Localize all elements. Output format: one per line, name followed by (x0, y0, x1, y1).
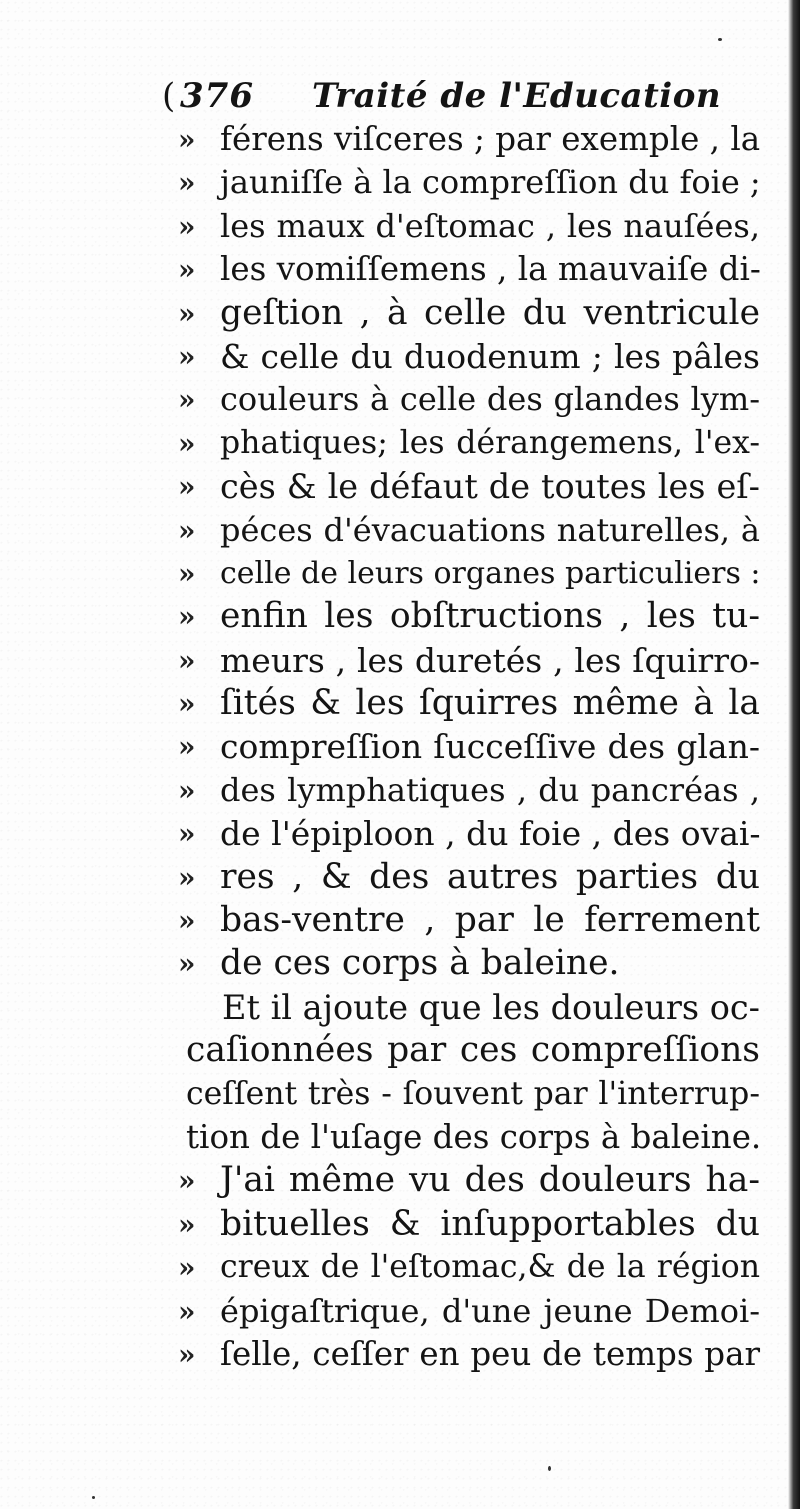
text-line (178, 1073, 760, 1116)
line-text: Et il ajoute que les douleurs oc- (222, 987, 760, 1027)
text-line (178, 769, 760, 812)
text-line (178, 986, 760, 1029)
ink-speck (92, 1496, 95, 1499)
quotation-mark: » (178, 947, 193, 981)
quotation-mark: » (178, 1207, 193, 1241)
line-text: J'ai même vu des douleurs ha- (220, 1160, 760, 1201)
quotation-mark: » (178, 296, 193, 330)
line-text: les maux d'eſtomac , les nauſées, (220, 206, 760, 245)
line-text: épigaſtrique, d'une jeune Demoi- (220, 1291, 760, 1330)
line-text: res , & des autres parties du (220, 856, 760, 897)
text-line (178, 292, 760, 335)
line-text: compreſſion ſucceſſive des glan- (220, 727, 760, 767)
text-line (178, 205, 760, 248)
text-line (178, 1246, 760, 1289)
line-text: bituelles & inſupportables du (220, 1203, 760, 1244)
text-line (178, 509, 760, 552)
ink-speck (718, 38, 722, 41)
text-line (178, 335, 760, 378)
quotation-mark: » (178, 904, 193, 938)
page-header (162, 70, 762, 122)
text-line (178, 1116, 760, 1159)
quotation-mark: » (178, 1337, 193, 1371)
line-text: péces d'évacuations naturelles, à (220, 510, 760, 549)
text-line (178, 248, 760, 291)
text-line (178, 422, 760, 465)
line-text: phatiques; les dérangemens, l'ex- (220, 424, 760, 461)
quotation-mark: » (178, 513, 193, 547)
line-text: creux de l'eſtomac,& de la région (220, 1249, 760, 1286)
text-line (178, 465, 760, 508)
line-text: ceſſent très - ſouvent par l'interrup- (186, 1075, 760, 1112)
text-line (178, 639, 760, 682)
text-line (178, 1290, 760, 1333)
quotation-mark: » (178, 773, 193, 807)
running-title: Traité de l'Education (312, 76, 722, 116)
line-text: couleurs à celle des glandes lym- (220, 380, 760, 419)
text-line (178, 1029, 760, 1072)
text-line (178, 899, 760, 942)
quotation-mark: » (178, 600, 193, 634)
line-text: de ces corps à baleine. (220, 943, 620, 984)
quotation-mark: » (178, 1294, 193, 1328)
line-text: celle de leurs organes particuliers : (220, 555, 761, 591)
line-text: ſelle, ceſſer en peu de temps par (220, 1334, 760, 1373)
text-line (178, 1333, 760, 1376)
line-text: caſionnées par ces compreſſions (186, 1030, 760, 1071)
quotation-mark: » (178, 123, 193, 156)
line-text: ſités & les ſquirres même à la (220, 683, 760, 724)
text-line (178, 725, 760, 768)
quotation-mark: » (178, 1251, 193, 1285)
quotation-mark: » (178, 166, 193, 200)
quotation-mark: » (178, 253, 193, 287)
quotation-mark: » (178, 383, 193, 417)
text-line (178, 856, 760, 899)
line-text: les vomiſſemens , la mauvaiſe di- (220, 250, 761, 289)
page-edge-shadow (788, 0, 800, 1509)
text-line (178, 682, 760, 725)
quotation-mark: » (178, 687, 193, 721)
quotation-mark: » (178, 730, 193, 764)
quotation-mark: » (178, 556, 193, 590)
text-line (178, 1159, 760, 1202)
text-line (178, 378, 760, 421)
line-text: & celle du duodenum ; les pâles (220, 336, 760, 376)
line-text: jauniſſe à la compreſſion du foie ; (220, 163, 761, 202)
quotation-mark: » (178, 470, 193, 504)
quotation-mark: » (178, 643, 193, 677)
page-number: 376 (180, 76, 254, 116)
line-text: cès & le défaut de toutes les eſ- (220, 467, 760, 507)
line-text: geſtion , à celle du ventricule (220, 292, 760, 333)
ink-speck (548, 1466, 551, 1471)
text-line (178, 1203, 760, 1246)
line-text: de l'épiploon , du foie , des ovai- (220, 814, 761, 854)
quotation-mark: » (178, 426, 193, 460)
text-line (178, 812, 760, 855)
line-text: meurs , les duretés , les ſquirro- (220, 640, 760, 680)
quotation-mark: » (178, 860, 193, 894)
line-text: des lymphatiques , du pancréas , (220, 770, 760, 809)
text-line (178, 595, 760, 638)
quotation-mark: » (178, 817, 193, 851)
line-text: bas-ventre , par le ferrement (220, 900, 760, 941)
line-text: férens viſceres ; par exemple , la (220, 120, 761, 158)
quotation-mark: » (178, 339, 193, 373)
body-text (178, 118, 760, 1376)
quotation-mark: » (178, 209, 193, 243)
text-line (178, 552, 760, 595)
text-line (178, 161, 760, 204)
text-line (178, 118, 760, 161)
header-bracket: ( (162, 76, 176, 116)
line-text: enfin les obſtructions , les tu- (220, 596, 760, 637)
text-line (178, 942, 760, 985)
line-text: tion de l'uſage des corps à baleine. (186, 1117, 762, 1156)
quotation-mark: » (178, 1164, 193, 1198)
